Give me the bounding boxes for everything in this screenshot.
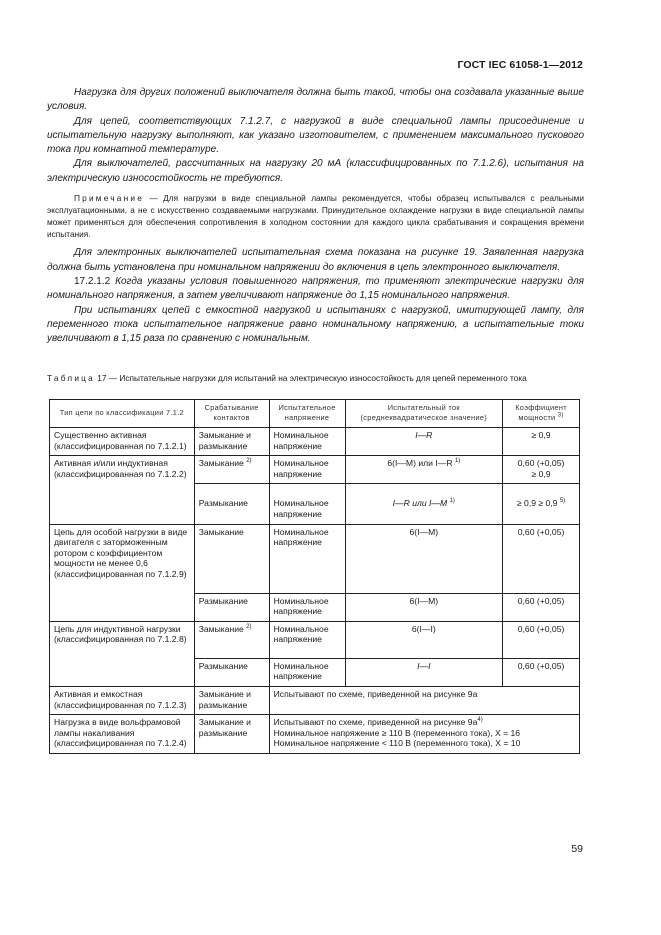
note-label: Примечание — [74, 193, 145, 204]
cell-power-factor — [503, 484, 580, 524]
footnote-ref: 1) — [454, 458, 461, 465]
operation-text: Замыкание — [198, 623, 244, 634]
note — [47, 192, 584, 240]
body-text — [47, 86, 584, 347]
cell-voltage: Номинальное напряжение — [269, 428, 345, 456]
cell-current — [345, 484, 503, 524]
cell-test-scheme — [269, 715, 579, 754]
cell-voltage: Номинальное напряжение — [269, 524, 345, 593]
footnote-ref: 2) — [246, 623, 252, 630]
header-circuit-type: Тип цепи по классификации 7.1.2 — [50, 400, 195, 428]
cell-circuit-type: Существенно активная (классифицированная по 7.1.2.1) — [50, 428, 195, 456]
power-factor-value: ≥ 0,9 ≥ 0,9 — [516, 498, 558, 509]
footnote-ref: 2) — [246, 458, 252, 465]
note-text: — Для нагрузки в виде специальной лампы рекомендуется, чтобы образец испытывался с реальными эксплуатационными, а не с искусственно создаваемыми нагрузками. Принудительное охлаждение нагрузки в виде специальной лампы может применяться для обеспечения сопротивления в холодном состоянии для каждого цикла срабатывания и сокращения времени испытания. — [47, 193, 584, 240]
cell-operation: Размыкание — [194, 593, 269, 621]
cell-power-factor: 0,60 (+0,05) — [503, 593, 580, 621]
cell-circuit-type: Цепь для индуктивной нагрузки (классифицированная по 7.1.2.8) — [50, 621, 195, 686]
cell-operation: Замыкание и размыкание — [194, 715, 269, 754]
current-text: I—R или I—M — [392, 498, 448, 509]
cell-voltage: Номинальное напряжение — [269, 484, 345, 524]
scheme-line — [274, 717, 575, 728]
header-contact-operation: Срабатывание контактов — [194, 400, 269, 428]
cell-power-factor — [503, 456, 580, 484]
cell-current: 6(I—M) — [345, 593, 503, 621]
header-power-factor — [503, 400, 580, 428]
power-factor-value: 0,60 (+0,05) — [517, 458, 565, 469]
page-number: 59 — [571, 843, 583, 855]
header-test-voltage: Испытательное напряжение — [269, 400, 345, 428]
cell-power-factor: 0,60 (+0,05) — [503, 658, 580, 686]
table-caption-label: Таблица — [47, 373, 95, 383]
paragraph: Для выключателей, рассчитанных на нагрузку 20 мА (классифицированных по 7.1.2.6), испытания на электрическую износостойкость не требуются. — [47, 158, 584, 184]
header-power-factor-label: Коэффициент мощности — [515, 403, 567, 422]
clause-text: Когда указаны условия повышенного напряжения, то применяют электрические нагрузки для номинального напряжения, а затем увеличивают напряжение до 1,15 номинального напряжения. — [47, 276, 584, 302]
power-factor-value: ≥ 0,9 — [531, 468, 551, 479]
cell-power-factor: 0,60 (+0,05) — [503, 524, 580, 593]
cell-voltage: Номинальное напряжение — [269, 621, 345, 658]
header-test-current: Испытательный ток (среднеквадратическое значение) — [345, 400, 503, 428]
table-caption-text: 17 — Испытательные нагрузки для испытаний на электрическую износостойкость для цепей переменного тока — [94, 373, 527, 383]
table-row — [50, 456, 580, 484]
cell-current: 6(I—M) — [345, 524, 503, 593]
table-row — [50, 524, 580, 593]
cell-operation: Замыкание — [194, 524, 269, 593]
cell-current: I—I — [345, 658, 503, 686]
cell-operation: Размыкание — [194, 658, 269, 686]
table-caption — [47, 373, 584, 384]
cell-operation: Размыкание — [194, 484, 269, 524]
cell-operation: Замыкание и размыкание — [194, 428, 269, 456]
paragraph: Для цепей, соответствующих 7.1.2.7, с нагрузкой в виде специальной лампы присоединение и испытательную нагрузку выполняют, как указано изготовителем, с применением максимального пускового тока при комнатной температуре. — [47, 115, 584, 156]
scheme-text: Испытывают по схеме, приведенной на рисунке 9а — [273, 717, 478, 728]
table-row — [50, 621, 580, 658]
cell-operation — [194, 456, 269, 484]
cell-circuit-type: Цепь для особой нагрузки в виде двигателя с заторможенным ротором с коэффициентом мощности не менее 0,6 (классифицированная по 7.1.2.9) — [50, 524, 195, 621]
table-row — [50, 686, 580, 714]
cell-circuit-type: Активная и емкостная (классифицированная по 7.1.2.3) — [50, 686, 195, 714]
cell-circuit-type: Нагрузка в виде вольфрамовой лампы накаливания (классифицированная по 7.1.2.4) — [50, 715, 195, 754]
clause-number: 17.2.1.2 — [74, 276, 111, 288]
cell-power-factor: 0,60 (+0,05) — [503, 621, 580, 658]
cell-power-factor: ≥ 0,9 — [503, 428, 580, 456]
operation-text: Замыкание — [198, 458, 244, 469]
document-header: ГОСТ IEC 61058-1—2012 — [457, 59, 583, 71]
table-header-row — [50, 400, 580, 428]
cell-current: 6(I—I) — [345, 621, 503, 658]
cell-current: I—R — [345, 428, 503, 456]
current-text: 6(I—M) или I—R — [387, 458, 453, 469]
scheme-line: Номинальное напряжение ≥ 110 В (переменного тока), X = 16 — [273, 727, 521, 738]
table-row — [50, 715, 580, 754]
cell-circuit-type: Активная и/или индуктивная (классифицированная по 7.1.2.2) — [50, 456, 195, 524]
cell-voltage: Номинальное напряжение — [269, 593, 345, 621]
scheme-line: Номинальное напряжение < 110 В (переменного тока), X = 10 — [273, 738, 521, 749]
footnote-ref: 3) — [557, 412, 564, 419]
paragraph: Нагрузка для других положений выключателя должна быть такой, чтобы она создавала указанные выше условия. — [47, 87, 584, 113]
cell-voltage: Номинальное напряжение — [269, 658, 345, 686]
cell-voltage: Номинальное напряжение — [269, 456, 345, 484]
footnote-ref: 4) — [477, 717, 483, 724]
footnote-ref: 1) — [449, 498, 455, 505]
paragraph: Для электронных выключателей испытательная схема показана на рисунке 19. Заявленная нагрузка должна быть установлена при номинальном напряжении до включения в цепь электронного выключателя. — [47, 247, 584, 273]
test-loads-table — [49, 399, 580, 754]
cell-current — [345, 456, 503, 484]
footnote-ref: 5) — [559, 498, 566, 505]
table-row — [50, 428, 580, 456]
cell-operation — [194, 621, 269, 658]
cell-operation: Замыкание и размыкание — [194, 686, 269, 714]
paragraph: При испытаниях цепей с емкостной нагрузкой и испытаниях с нагрузкой, имитирующей лампу, для переменного тока испытательное напряжение равно номинальному напряжению, а испытательные токи увеличивают в 1,15 раза по сравнению с номинальным. — [47, 304, 584, 345]
paragraph — [47, 275, 584, 304]
cell-test-scheme: Испытывают по схеме, приведенной на рисунке 9а — [269, 686, 579, 714]
